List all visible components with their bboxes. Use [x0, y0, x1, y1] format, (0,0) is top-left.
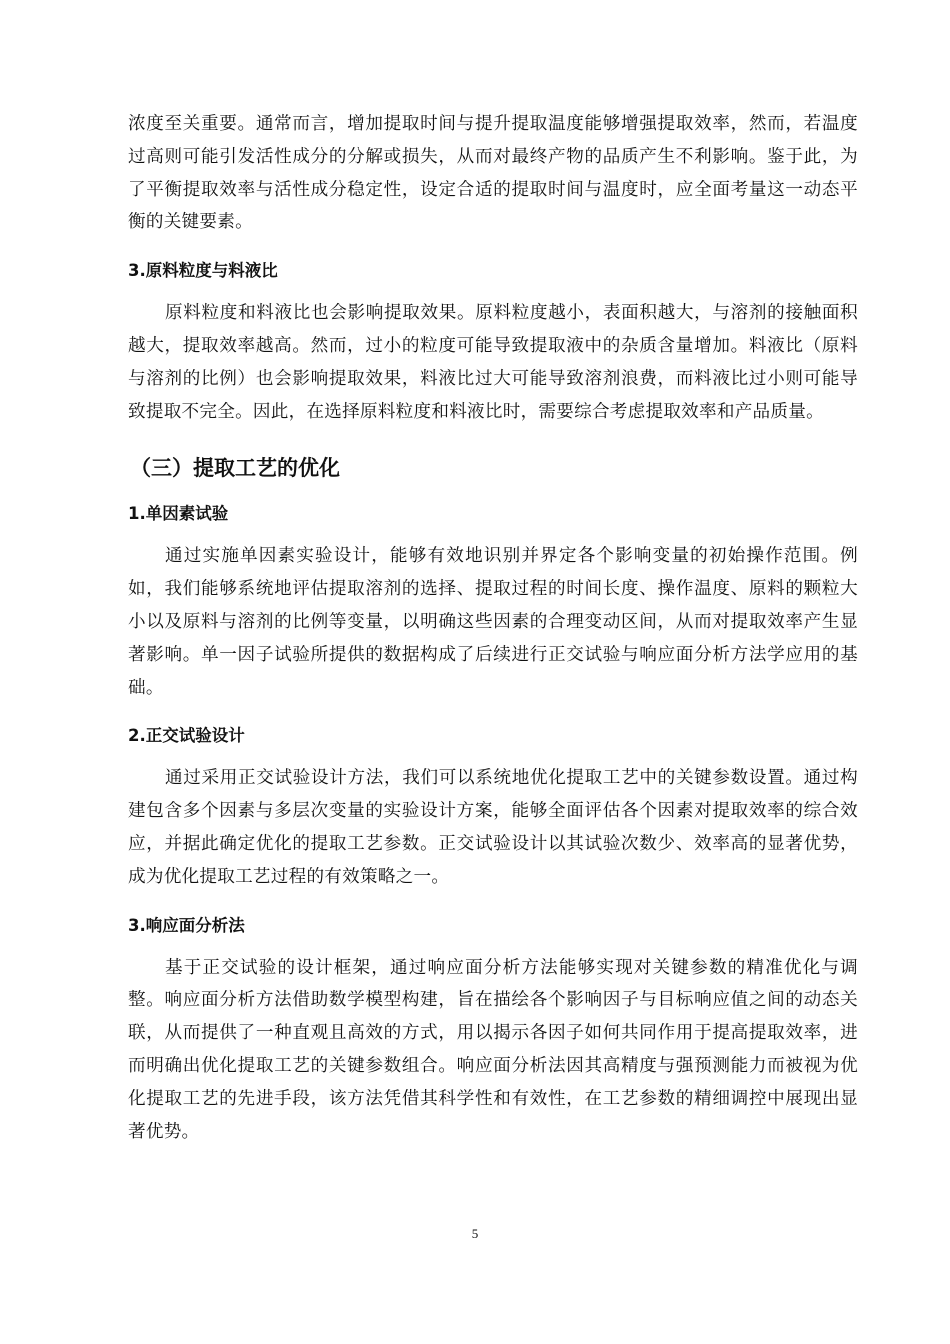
paragraph-response-surface: 基于正交试验的设计框架，通过响应面分析方法能够实现对关键参数的精准优化与调整。响应面分析方法借助数学模型构建，旨在描绘各个影响因子与目标响应值之间的动态关联，从而提供了一种直观且高效的方式，用以揭示各因子如何共同作用于提高提取效率，进而明确出优化提取工艺的关键参数组合。响应面分析法因其高精度与强预测能力而被视为优化提取工艺的先进手段，该方法凭借其科学性和有效性，在工艺参数的精细调控中展现出显著优势。	[128, 957, 858, 1142]
heading-response-surface: 3.响应面分析法	[128, 915, 245, 935]
document-page	[128, 108, 858, 1148]
heading-orthogonal-design: 2.正交试验设计	[128, 726, 245, 746]
heading-single-factor: 1.单因素试验	[128, 504, 229, 524]
section-title-optimization: （三）提取工艺的优化	[130, 456, 340, 481]
heading-particle-size-ratio: 3.原料粒度与料液比	[128, 261, 278, 281]
paragraph-extraction-temperature: 浓度至关重要。通常而言，增加提取时间与提升提取温度能够增强提取效率，然而，若温度过高则可能引发活性成分的分解或损失，从而对最终产物的品质产生不利影响。鉴于此，为了平衡提取效率与活性成分稳定性，设定合适的提取时间与温度时，应全面考量这一动态平衡的关键要素。	[128, 114, 858, 233]
paragraph-single-factor: 通过实施单因素实验设计，能够有效地识别并界定各个影响变量的初始操作范围。例如，我们能够系统地评估提取溶剂的选择、提取过程的时间长度、操作温度、原料的颗粒大小以及原料与溶剂的比例等变量，以明确这些因素的合理变动区间，从而对提取效率产生显著影响。单一因子试验所提供的数据构成了后续进行正交试验与响应面分析方法学应用的基础。	[128, 546, 858, 698]
paragraph-orthogonal-design: 通过采用正交试验设计方法，我们可以系统地优化提取工艺中的关键参数设置。通过构建包含多个因素与多层次变量的实验设计方案，能够全面评估各个因素对提取效率的综合效应，并据此确定优化的提取工艺参数。正交试验设计以其试验次数少、效率高的显著优势，成为优化提取工艺过程的有效策略之一。	[128, 768, 858, 887]
paragraph-particle-size-ratio: 原料粒度和料液比也会影响提取效果。原料粒度越小，表面积越大，与溶剂的接触面积越大，提取效率越高。然而，过小的粒度可能导致提取液中的杂质含量增加。料液比（原料与溶剂的比例）也会影响提取效果，料液比过大可能导致溶剂浪费，而料液比过小则可能导致提取不完全。因此，在选择原料粒度和料液比时，需要综合考虑提取效率和产品质量。	[128, 303, 858, 422]
page-number: 5	[471, 1226, 479, 1241]
